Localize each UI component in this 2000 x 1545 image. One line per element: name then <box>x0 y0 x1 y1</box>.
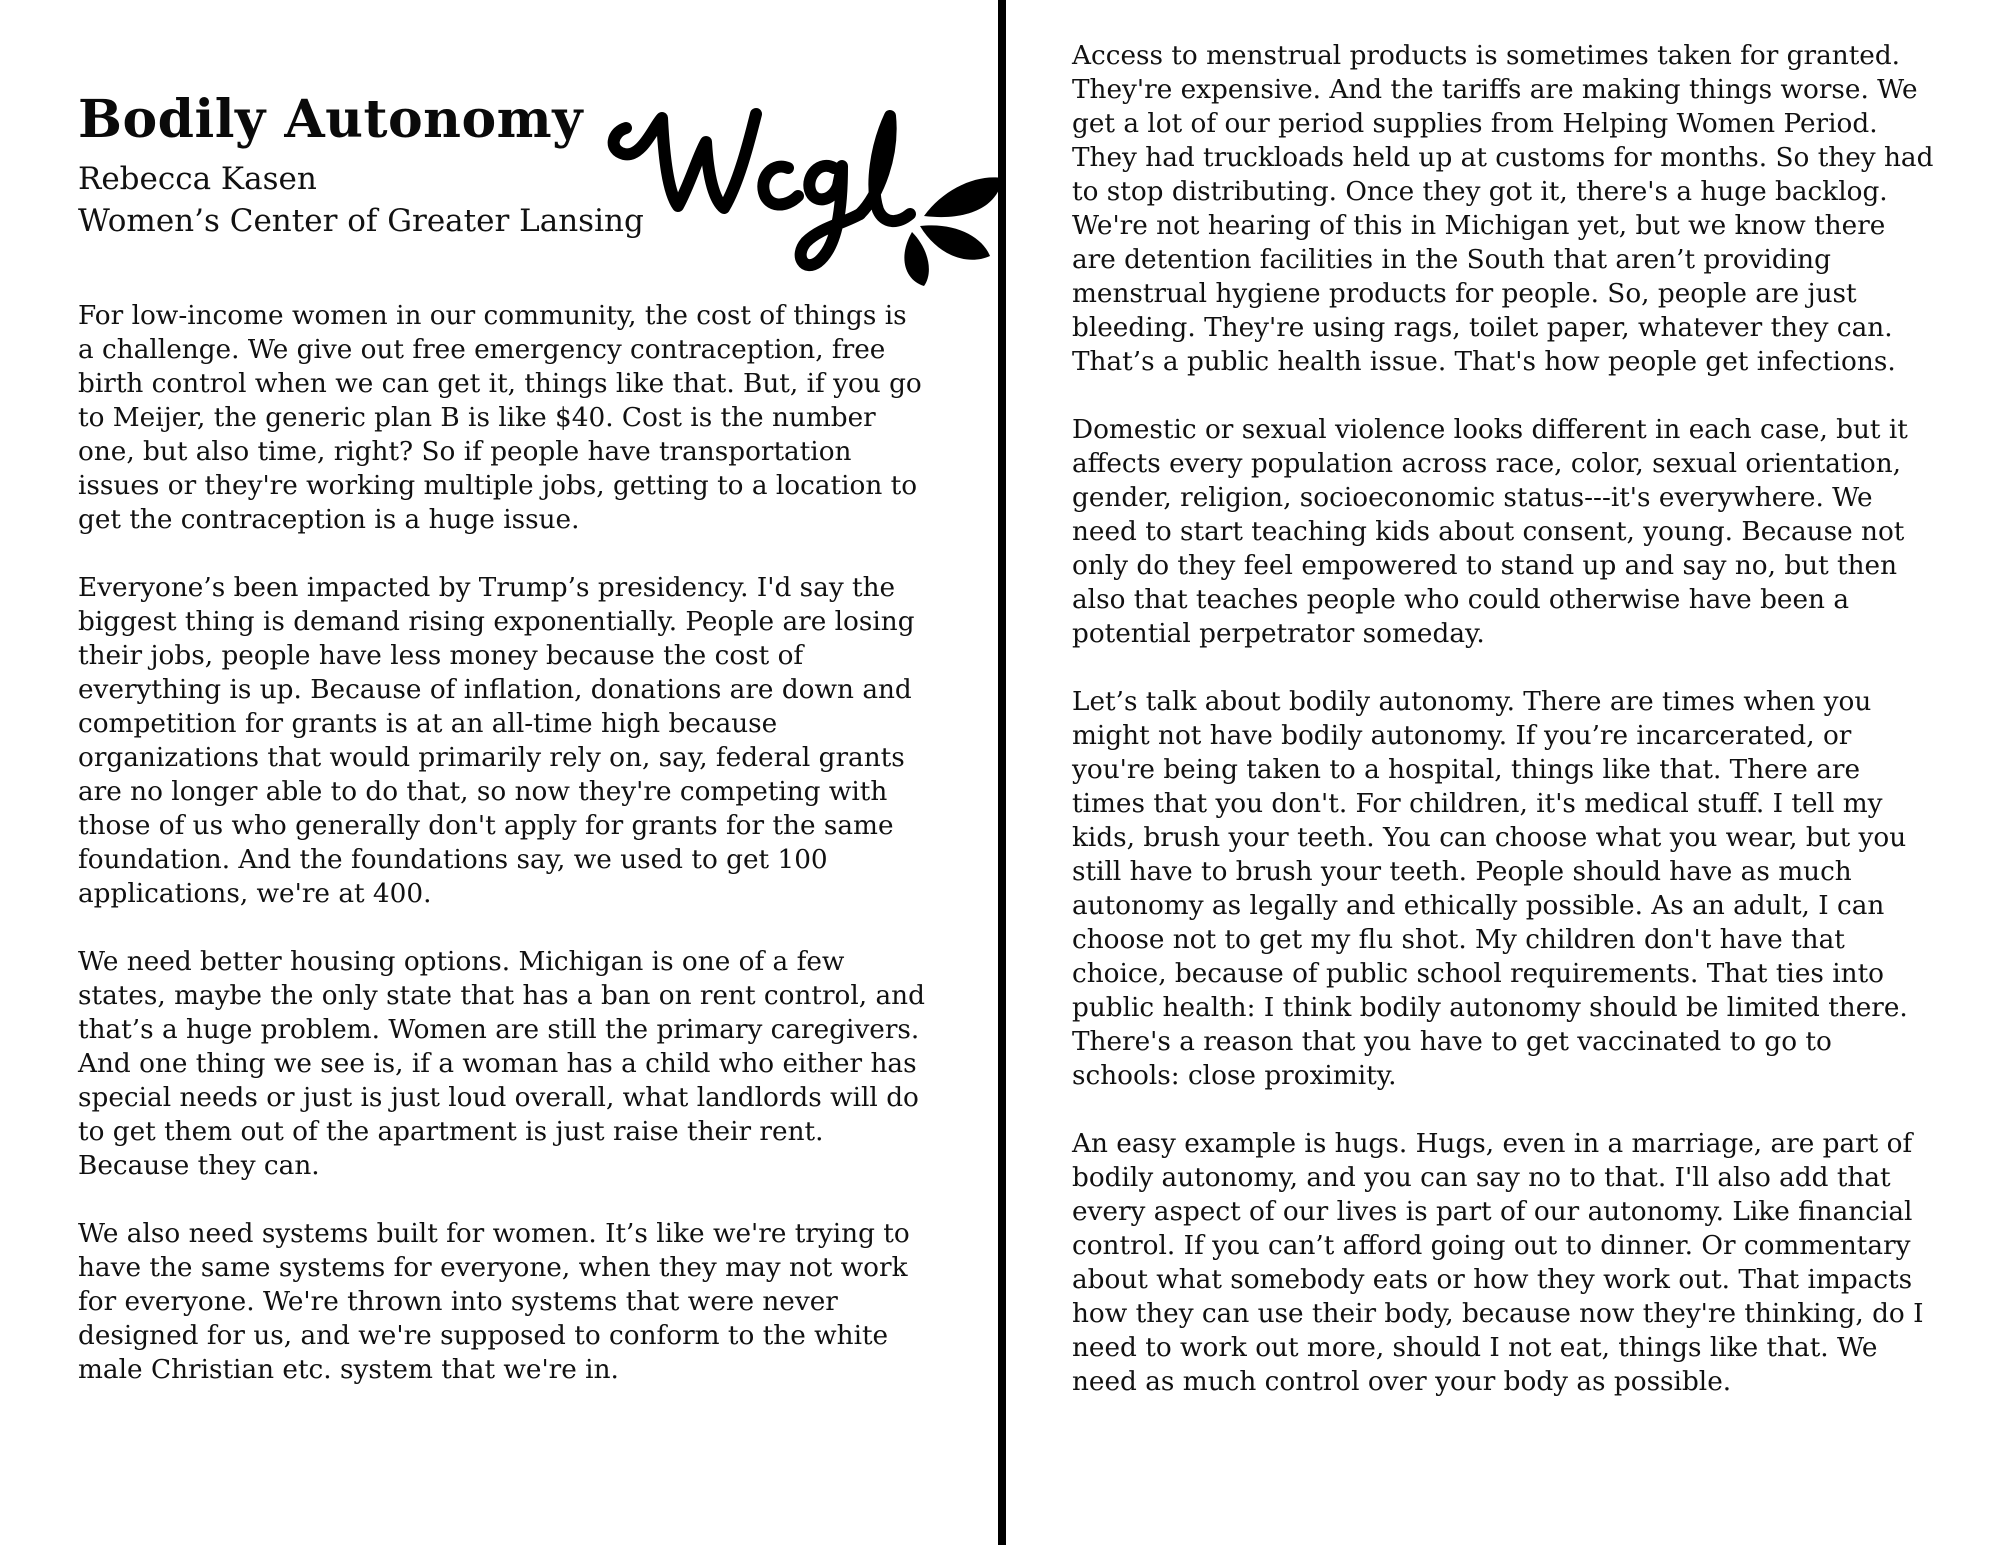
paragraph: An easy example is hugs. Hugs, even in a marriage, are part of bodily autonomy, and you can say no to that. I'll also add that every aspect of our lives is part of our autonomy. Like financial control. If you can’t afford going out to dinner. Or commentary about what somebody eats or how they work out. That impacts how they can use their body, because now they're thinking, do I need to work out more, should I not eat, things like that. We need as much control over your body as possible. <box>1072 1129 1924 1397</box>
page-divider <box>998 0 1006 1545</box>
paragraph: Let’s talk about bodily autonomy. There are times when you might not have bodily autonomy. If you’re incarcerated, or you're being taken to a hospital, things like that. There are times that you don't. For children, it's medical stuff. I tell my kids, brush your teeth. You can choose what you wear, but you still have to brush your teeth. People should have as much autonomy as legally and ethically possible. As an adult, I can choose not to get my flu shot. My children don't have that choice, because of public school requirements. That ties into public health: I think bodily autonomy should be limited there. There's a reason that you have to get vaccinated to go to schools: close proximity. <box>1072 687 1908 1091</box>
logo-text: Wcgl <box>598 81 639 100</box>
paragraph: Domestic or sexual violence looks different in each case, but it affects every population across race, color, sexual orientation, gender, religion, socioeconomic status---it's everywhere. We need to start teaching kids about consent, young. Because not only do they feel empowered to stand up and say no, but then also that teaches people who could otherwise have been a potential perpetrator someday. <box>1072 415 1908 649</box>
paragraph: For low-income women in our community, the cost of things is a challenge. We give out free emergency contraception, free birth control when we can get it, things like that. But, if you go to Meijer, the generic plan B is like $40. Cost is the number one, but also time, right? So if people have transportation issues or they're working multiple jobs, getting to a location to get the contraception is a huge issue. <box>78 301 922 535</box>
paragraph: We need better housing options. Michigan is one of a few states, maybe the only state that has a ban on rent control, and that’s a huge problem. Women are still the primary caregivers. And one thing we see is, if a woman has a child who either has special needs or just is just loud overall, what landlords will do to get them out of the apartment is just raise their rent. Because they can. <box>78 947 925 1181</box>
article-header <box>78 0 930 300</box>
author-name: Rebecca Kasen <box>78 161 317 197</box>
wcgl-logo <box>598 81 1008 286</box>
paragraph: Access to menstrual products is sometimes taken for granted. They're expensive. And the tariffs are making things worse. We get a lot of our period supplies from Helping Women Period. They had truckloads held up at customs for months. So they had to stop distributing. Once they got it, there's a huge backlog. We're not hearing of this in Michigan yet, but we know there are detention facilities in the South that aren’t providing menstrual hygiene products for people. So, people are just bleeding. They're using rags, toilet paper, whatever they can. That’s a public health issue. That's how people get infections. <box>1072 41 1934 377</box>
organization-name: Women’s Center of Greater Lansing <box>78 203 644 239</box>
left-article-body <box>78 299 930 1421</box>
article-title: Bodily Autonomy <box>78 89 583 150</box>
right-article-body <box>1072 39 1934 1433</box>
left-page <box>78 0 930 1545</box>
right-page <box>1072 0 1934 1545</box>
paragraph: We also need systems built for women. It’s like we're trying to have the same systems for everyone, when they may not work for everyone. We're thrown into systems that were never designed for us, and we're supposed to conform to the white male Christian etc. system that we're in. <box>78 1219 910 1385</box>
paragraph: Everyone’s been impacted by Trump’s presidency. I'd say the biggest thing is demand rising exponentially. People are losing their jobs, people have less money because the cost of everything is up. Because of inflation, donations are down and competition for grants is at an all-time high because organizations that would primarily rely on, say, federal grants are no longer able to do that, so now they're competing with those of us who generally don't apply for grants for the same foundation. And the foundations say, we used to get 100 applications, we're at 400. <box>78 573 915 909</box>
